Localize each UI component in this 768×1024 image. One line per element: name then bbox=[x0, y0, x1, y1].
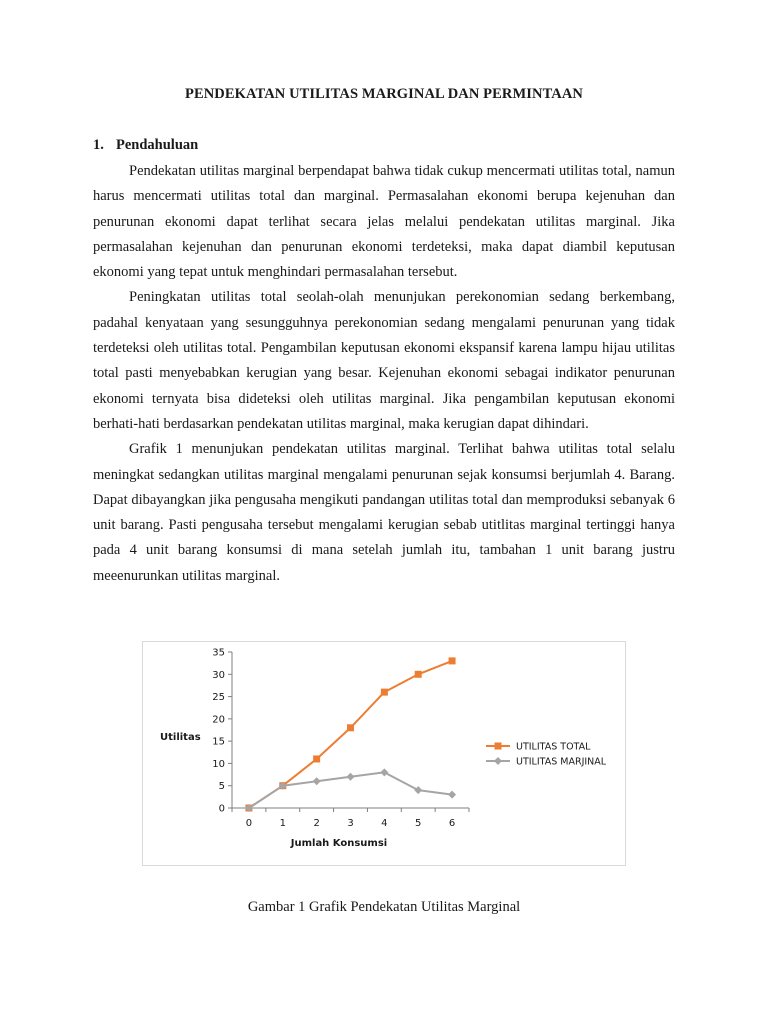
chart-frame bbox=[142, 641, 626, 866]
data-point-utilitas-marjinal bbox=[313, 777, 321, 785]
data-point-utilitas-total bbox=[449, 657, 456, 664]
document-title: PENDEKATAN UTILITAS MARGINAL DAN PERMINTAAN bbox=[185, 86, 583, 102]
y-tick-label: 15 bbox=[212, 736, 225, 748]
data-point-utilitas-marjinal bbox=[414, 786, 422, 794]
x-tick-label: 6 bbox=[448, 818, 456, 829]
paragraph-1: Pendekatan utilitas marginal berpendapat bahwa tidak cukup mencermati utilitas total, namun harus mencermati utilitas total dan marginal. Permasalahan ekonomi berupa kejenuhan dan penurunan ekonomi dapat terlihat secara jelas melalui pendekatan utilitas marginal. Jika permasalahan kejenuhan dan penurunan ekonomi terdeteksi, maka dapat diambil keputusan ekonomi yang tepat untuk menghindari permasalahan tersebut. bbox=[93, 163, 675, 281]
legend-marker bbox=[495, 743, 502, 750]
section-heading-text: Pendahuluan bbox=[116, 137, 199, 153]
x-tick-label: 3 bbox=[347, 818, 354, 829]
paragraph-3: Grafik 1 menunjukan pendekatan utilitas marginal. Terlihat bahwa utilitas total selalu meningkat sedangkan utilitas marginal mengalami penurunan sejak konsumsi berjumlah 4. Barang. Dapat dibayangkan jika pengusaha mengikuti pandangan utilitas total dan memproduksi sebanyak 6 unit barang. Pasti pengusaha tersebut mengalami kerugian sebab utitlitas marginal tertinggi hanya pada 4 unit barang konsumsi di mana setelah jumlah itu, tambahan 1 unit barang justru meeenurunkan utilitas marginal. bbox=[93, 441, 675, 584]
y-axis-label: Utilitas bbox=[160, 732, 201, 743]
x-tick-label: 1 bbox=[279, 818, 286, 829]
figure-caption: Gambar 1 Grafik Pendekatan Utilitas Marginal bbox=[247, 899, 521, 915]
y-tick-label: 0 bbox=[218, 803, 225, 815]
data-point-utilitas-total bbox=[415, 671, 422, 678]
x-tick-label: 5 bbox=[415, 818, 422, 829]
data-point-utilitas-total bbox=[347, 724, 354, 731]
x-tick-label: 0 bbox=[245, 818, 253, 829]
line-chart bbox=[143, 642, 625, 865]
data-point-utilitas-marjinal bbox=[448, 791, 456, 799]
data-point-utilitas-marjinal bbox=[380, 768, 388, 776]
x-axis-label: Jumlah Konsumsi bbox=[290, 838, 388, 849]
y-tick-label: 5 bbox=[218, 781, 225, 793]
data-point-utilitas-total bbox=[381, 689, 388, 696]
legend-label: UTILITAS TOTAL bbox=[516, 741, 591, 753]
legend-marker bbox=[494, 757, 502, 765]
y-tick-label: 10 bbox=[212, 758, 225, 770]
data-point-utilitas-total bbox=[313, 755, 320, 762]
body-text bbox=[93, 159, 675, 589]
y-tick-label: 35 bbox=[212, 647, 225, 659]
y-tick-label: 25 bbox=[212, 692, 225, 704]
legend-label: UTILITAS MARJINAL bbox=[516, 756, 607, 768]
x-tick-label: 2 bbox=[313, 818, 320, 829]
y-tick-label: 30 bbox=[212, 669, 225, 681]
section-heading bbox=[93, 137, 198, 154]
data-point-utilitas-marjinal bbox=[347, 773, 355, 781]
section-number: 1. bbox=[93, 137, 104, 153]
x-tick-label: 4 bbox=[381, 818, 388, 829]
y-tick-label: 20 bbox=[212, 714, 225, 726]
paragraph-2: Peningkatan utilitas total seolah-olah menunjukan perekonomian sedang berkembang, padahal kenyataan yang sesungguhnya perekonomian sedang mengalami penurunan yang tidak terdeteksi oleh utilitas total. Pengambilan keputusan ekonomi ekspansif karena lampu hijau utilitas total pasti menyebabkan kerugian yang besar. Kejenuhan ekonomi sebagai indikator penurunan ekonomi ternyata bisa dideteksi oleh utilitas marginal. Jika pengambilan keputusan ekonomi berhati-hati berdasarkan pendekatan utilitas marginal, maka kerugian dapat dihindari. bbox=[93, 289, 675, 432]
